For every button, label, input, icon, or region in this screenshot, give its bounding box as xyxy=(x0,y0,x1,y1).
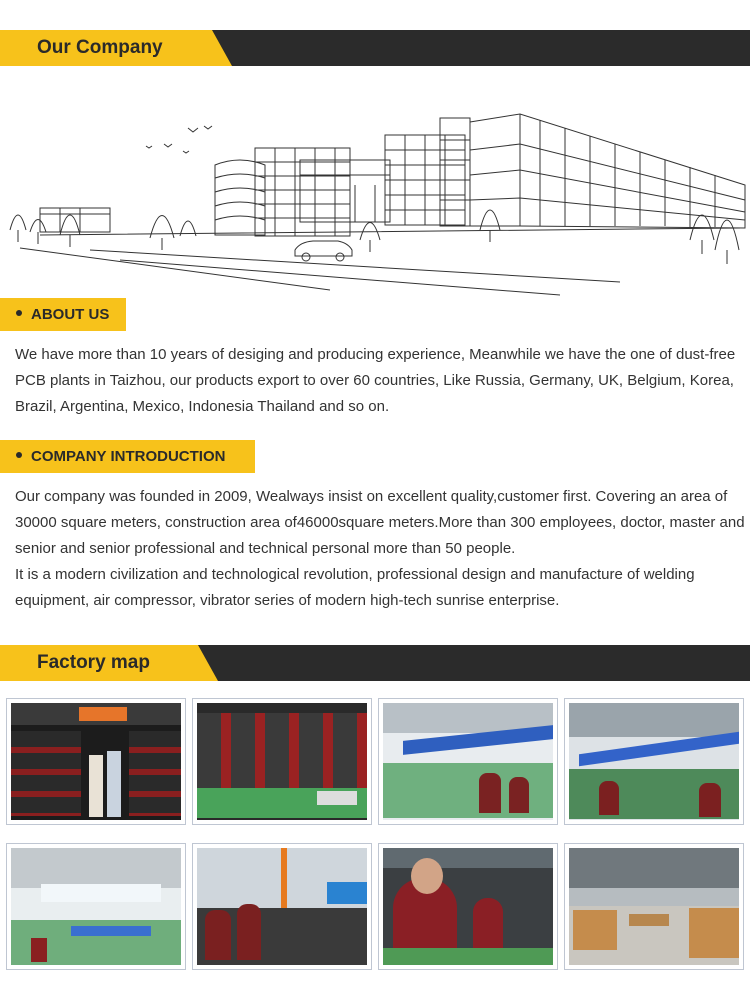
factory-photo-assembly-1 xyxy=(378,698,558,825)
our-company-title: Our Company xyxy=(37,37,163,58)
company-introduction-tag xyxy=(0,440,255,473)
factory-photo-assembly-2 xyxy=(564,698,744,825)
our-company-banner xyxy=(0,30,750,66)
company-introduction-heading: COMPANY INTRODUCTION xyxy=(31,448,226,465)
about-us-tag xyxy=(0,298,126,331)
factory-photo-showroom-2 xyxy=(192,698,372,825)
about-us-heading: ABOUT US xyxy=(31,306,110,323)
factory-photo-workshop-2 xyxy=(192,843,372,970)
factory-photo-workshop-1 xyxy=(6,843,186,970)
about-us-text xyxy=(15,342,745,420)
factory-map-banner xyxy=(0,645,750,681)
building-sketch-image xyxy=(0,100,750,300)
factory-photo-showroom-1 xyxy=(6,698,186,825)
factory-photo-workers xyxy=(378,843,558,970)
factory-map-title: Factory map xyxy=(37,652,150,673)
introduction-paragraph-1: Our company was founded in 2009, Wealways insist on excellent quality,customer first. Covering an area of 30000 square meters, construction area of46000square meters.More than 300 employees, doctor, master and senior and senior professional and technical personal more than 50 people. xyxy=(15,488,745,557)
company-introduction-text xyxy=(15,484,745,614)
bullet-icon xyxy=(16,310,22,316)
bullet-icon xyxy=(16,452,22,458)
factory-photo-warehouse xyxy=(564,843,744,970)
about-us-paragraph: We have more than 10 years of desiging and producing experience, Meanwhile we have the one of dust-free PCB plants in Taizhou, our products export to over 60 countries, Like Russia, Germany, UK, Belgium, Korea, Brazil, Argentina, Mexico, Indonesia Thailand and so on. xyxy=(15,346,736,415)
introduction-paragraph-2: It is a modern civilization and technological revolution, professional design and manufacture of welding equipment, air compressor, vibrator series of modern high-tech sunrise enterprise. xyxy=(15,566,695,609)
